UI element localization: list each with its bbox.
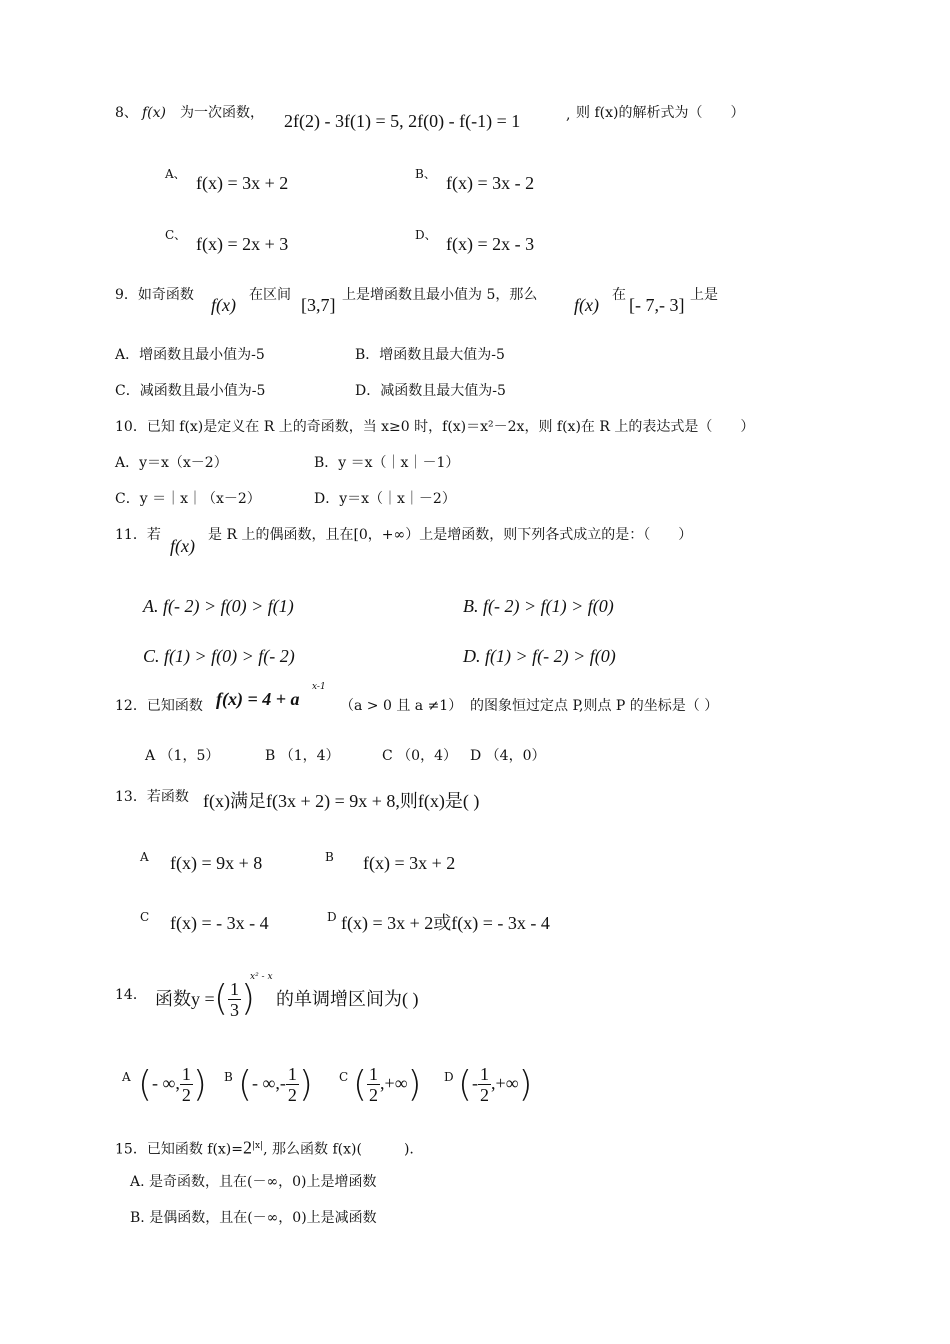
q14-option-d: (- $\frac{1}{2}$ ,+∞)	[458, 1063, 533, 1106]
q8-option-a-label: A、	[165, 167, 186, 181]
q14-option-a: (- ∞, $\frac{1}{2}$ )	[138, 1063, 207, 1106]
q14-option-b-left: - ∞,-	[252, 1073, 286, 1093]
q15-option-a: A. 是奇函数，且在(－∞，0)上是增函数	[130, 1174, 377, 1190]
q11-option-b: B. f(- 2) > f(1) > f(0)	[463, 596, 614, 616]
q14-pre: 函数y =	[155, 989, 215, 1009]
q10-option-d: D．y＝x（｜x｜－2）	[314, 491, 456, 507]
q8-number: 8、	[115, 105, 138, 121]
q8-comma: ,	[566, 107, 571, 123]
q14-post: 的单调增区间为( )	[276, 989, 419, 1009]
q14-option-b-den: 2	[287, 1085, 297, 1106]
q13-option-b: f(x) = 3x + 2	[363, 853, 456, 873]
q12-option-c: C （0，4）	[382, 748, 457, 764]
q9-text3: 在	[612, 287, 626, 303]
q11-option-a: A. f(- 2) > f(0) > f(1)	[143, 596, 294, 616]
q14-option-c-right: ,+∞	[380, 1073, 408, 1093]
q12-condition: （a > 0 且 a ≠1）	[340, 698, 463, 714]
q8-fx: f(x)	[142, 105, 167, 121]
q11-option-c: C. f(1) > f(0) > f(- 2)	[143, 646, 295, 666]
q14-option-a-den: 2	[181, 1085, 191, 1106]
q15-exponent: |x|	[252, 1141, 264, 1151]
q11-fx: f(x)	[170, 536, 195, 556]
q14-option-d-label: D	[444, 1070, 454, 1084]
q14-option-d-right: ,+∞	[491, 1073, 519, 1093]
q14-option-c-den: 2	[369, 1085, 379, 1106]
q10-option-b: B．y ＝x（｜x｜－1）	[314, 455, 460, 471]
q14-option-b: (- ∞,- $\frac{1}{2}$ )	[238, 1063, 313, 1106]
q9-option-b: B．增函数且最大值为-5	[355, 347, 505, 363]
q13-option-a: f(x) = 9x + 8	[170, 853, 263, 873]
q13-option-a-label: A	[140, 850, 149, 864]
q14-option-a-left: - ∞,	[152, 1073, 180, 1093]
q15-stem	[115, 1137, 414, 1159]
q14-option-a-num: 1	[181, 1064, 191, 1085]
q13-option-c: f(x) = - 3x - 4	[170, 913, 269, 933]
q8-text1: 为一次函数，	[180, 105, 264, 121]
q14-number: 14．	[115, 987, 147, 1003]
q13-option-d: f(x) = 3x + 2或f(x) = - 3x - 4	[341, 913, 550, 933]
q12-option-a: A （1，5）	[145, 748, 220, 764]
q9-fx2: f(x)	[574, 295, 599, 315]
q14-option-b-label: B	[224, 1070, 233, 1084]
q14-option-d-den: 2	[480, 1085, 490, 1106]
q9-interval1: [3,7]	[301, 295, 336, 315]
q8-option-b: f(x) = 3x - 2	[446, 173, 535, 193]
q8-option-a: f(x) = 3x + 2	[196, 173, 289, 193]
q14-option-c-num: 1	[369, 1064, 379, 1085]
q9-text4: 上是	[690, 287, 718, 303]
q14-frac-num: 1	[230, 978, 240, 999]
q15-stem-part2: , 那么函数 f(x)( ).	[263, 1141, 414, 1158]
q14-base: ( $\frac{1}{3}$ )	[214, 978, 256, 1020]
q11-number: 11．若	[115, 527, 161, 543]
q13-option-b-label: B	[325, 850, 334, 864]
q14-option-d-left: -	[472, 1073, 479, 1093]
q12-function: f(x) = 4 + a	[216, 689, 300, 709]
q13-number: 13．若函数	[115, 789, 189, 805]
q14-option-c: ( $\frac{1}{2}$ ,+∞)	[353, 1063, 422, 1106]
q14-option-b-num: 1	[287, 1064, 297, 1085]
q8-option-c-label: C、	[165, 228, 187, 242]
q13-option-c-label: C	[140, 910, 150, 924]
q13-option-d-label: D	[327, 910, 337, 924]
q14-exponent: x² - x	[250, 972, 273, 982]
q9-interval2: [- 7,- 3]	[629, 295, 685, 315]
q13-stem: f(x)满足f(3x + 2) = 9x + 8,则f(x)是( )	[203, 791, 480, 811]
q14-option-c-label: C	[339, 1070, 349, 1084]
q14-option-a-label: A	[122, 1070, 131, 1084]
q8-text2: 则 f(x)的解析式为（ ）	[576, 105, 745, 121]
q9-number: 9．如奇函数	[115, 287, 194, 303]
q9-option-c: C．减函数且最小值为-5	[115, 383, 266, 399]
q12-stem: 的图象恒过定点 P,则点 P 的坐标是（ ）	[470, 698, 719, 714]
q15-base: 2	[243, 1137, 252, 1158]
q9-text1: 在区间	[249, 287, 291, 303]
q8-option-b-label: B、	[415, 167, 436, 181]
q8-condition: 2f(2) - 3f(1) = 5, 2f(0) - f(-1) = 1	[284, 111, 521, 131]
q15-option-b: B. 是偶函数，且在(－∞，0)上是减函数	[130, 1210, 377, 1226]
q10-stem: 10．已知 f(x)是定义在 R 上的奇函数，当 x≥0 时，f(x)＝x²－2x，则 f(x)在 R 上的表达式是（ ）	[115, 419, 755, 435]
q9-option-a: A．增函数且最小值为-5	[115, 347, 265, 363]
q12-exponent: x-1	[312, 682, 326, 692]
q12-number: 12．已知函数	[115, 698, 203, 714]
q8-option-c: f(x) = 2x + 3	[196, 234, 289, 254]
q15-stem-part1: 15．已知函数 f(x)=	[115, 1141, 243, 1158]
q8-option-d-label: D、	[415, 228, 437, 242]
q14-frac-den: 3	[230, 999, 240, 1020]
q11-option-d: D. f(1) > f(- 2) > f(0)	[463, 646, 616, 666]
q8-option-d: f(x) = 2x - 3	[446, 234, 535, 254]
q10-option-a: A．y＝x（x－2）	[115, 455, 228, 471]
q9-option-d: D．减函数且最大值为-5	[355, 383, 506, 399]
q9-text2: 上是增函数且最小值为 5，那么	[342, 287, 538, 303]
q12-option-b: B （1，4）	[265, 748, 340, 764]
q11-stem: 是 R 上的偶函数，且在[0，+∞）上是增函数，则下列各式成立的是：（ ）	[208, 527, 693, 543]
q12-option-d: D （4，0）	[470, 748, 546, 764]
q14-option-d-num: 1	[480, 1064, 490, 1085]
q10-option-c: C．y ＝｜x｜（x－2）	[115, 491, 261, 507]
q9-fx: f(x)	[211, 295, 236, 315]
